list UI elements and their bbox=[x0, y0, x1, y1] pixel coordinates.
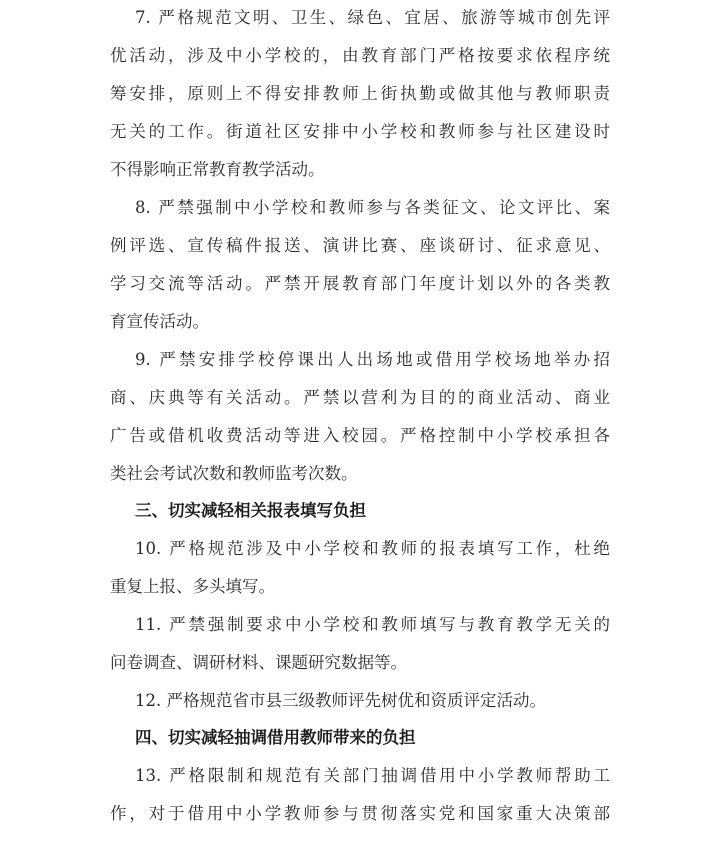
paragraph-9-line-4: 类社会考试次数和教师监考次数。 bbox=[110, 464, 358, 483]
paragraph-9-line-1: 9. 严禁安排学校停课出人出场地或借用学校场地举办招 bbox=[135, 350, 610, 369]
paragraph-8-line-3: 学习交流等活动。严禁开展教育部门年度计划以外的各类教 bbox=[110, 274, 610, 293]
paragraph-7-line-1: 7. 严格规范文明、卫生、绿色、宜居、旅游等城市创先评 bbox=[135, 8, 610, 27]
paragraph-9-line-3: 广告或借机收费活动等进入校园。严格控制中小学校承担各 bbox=[110, 426, 610, 445]
paragraph-8-line-4: 育宣传活动。 bbox=[110, 312, 209, 331]
paragraph-9-line-2: 商、庆典等有关活动。严禁以营利为目的的商业活动、商业 bbox=[110, 388, 610, 407]
section-heading-3: 三、切实减轻相关报表填写负担 bbox=[135, 501, 366, 520]
paragraph-7-line-3: 筹安排，原则上不得安排教师上街执勤或做其他与教师职责 bbox=[110, 84, 610, 103]
paragraph-10-line-1: 10. 严格规范涉及中小学校和教师的报表填写工作，杜绝 bbox=[135, 539, 610, 558]
paragraph-11-line-2: 问卷调查、调研材料、课题研究数据等。 bbox=[110, 653, 407, 672]
paragraph-13-line-1: 13. 严格限制和规范有关部门抽调借用中小学教师帮助工 bbox=[135, 766, 610, 785]
paragraph-7-line-2: 优活动，涉及中小学校的，由教育部门严格按要求依程序统 bbox=[110, 46, 610, 65]
paragraph-8-line-2: 例评选、宣传稿件报送、演讲比赛、座谈研讨、征求意见、 bbox=[110, 236, 610, 255]
paragraph-8-line-1: 8. 严禁强制中小学校和教师参与各类征文、论文评比、案 bbox=[135, 198, 610, 217]
paragraph-7-line-5: 不得影响正常教育教学活动。 bbox=[110, 160, 325, 179]
paragraph-7-line-4: 无关的工作。街道社区安排中小学校和教师参与社区建设时 bbox=[110, 122, 610, 141]
paragraph-12-line-1: 12. 严格规范省市县三级教师评先树优和资质评定活动。 bbox=[135, 691, 546, 710]
paragraph-13-line-2: 作，对于借用中小学教师参与贯彻落实党和国家重大决策部 bbox=[110, 804, 610, 823]
paragraph-11-line-1: 11. 严禁强制要求中小学校和教师填写与教育教学无关的 bbox=[135, 615, 610, 634]
section-heading-4: 四、切实减轻抽调借用教师带来的负担 bbox=[135, 728, 416, 747]
paragraph-10-line-2: 重复上报、多头填写。 bbox=[110, 577, 275, 596]
